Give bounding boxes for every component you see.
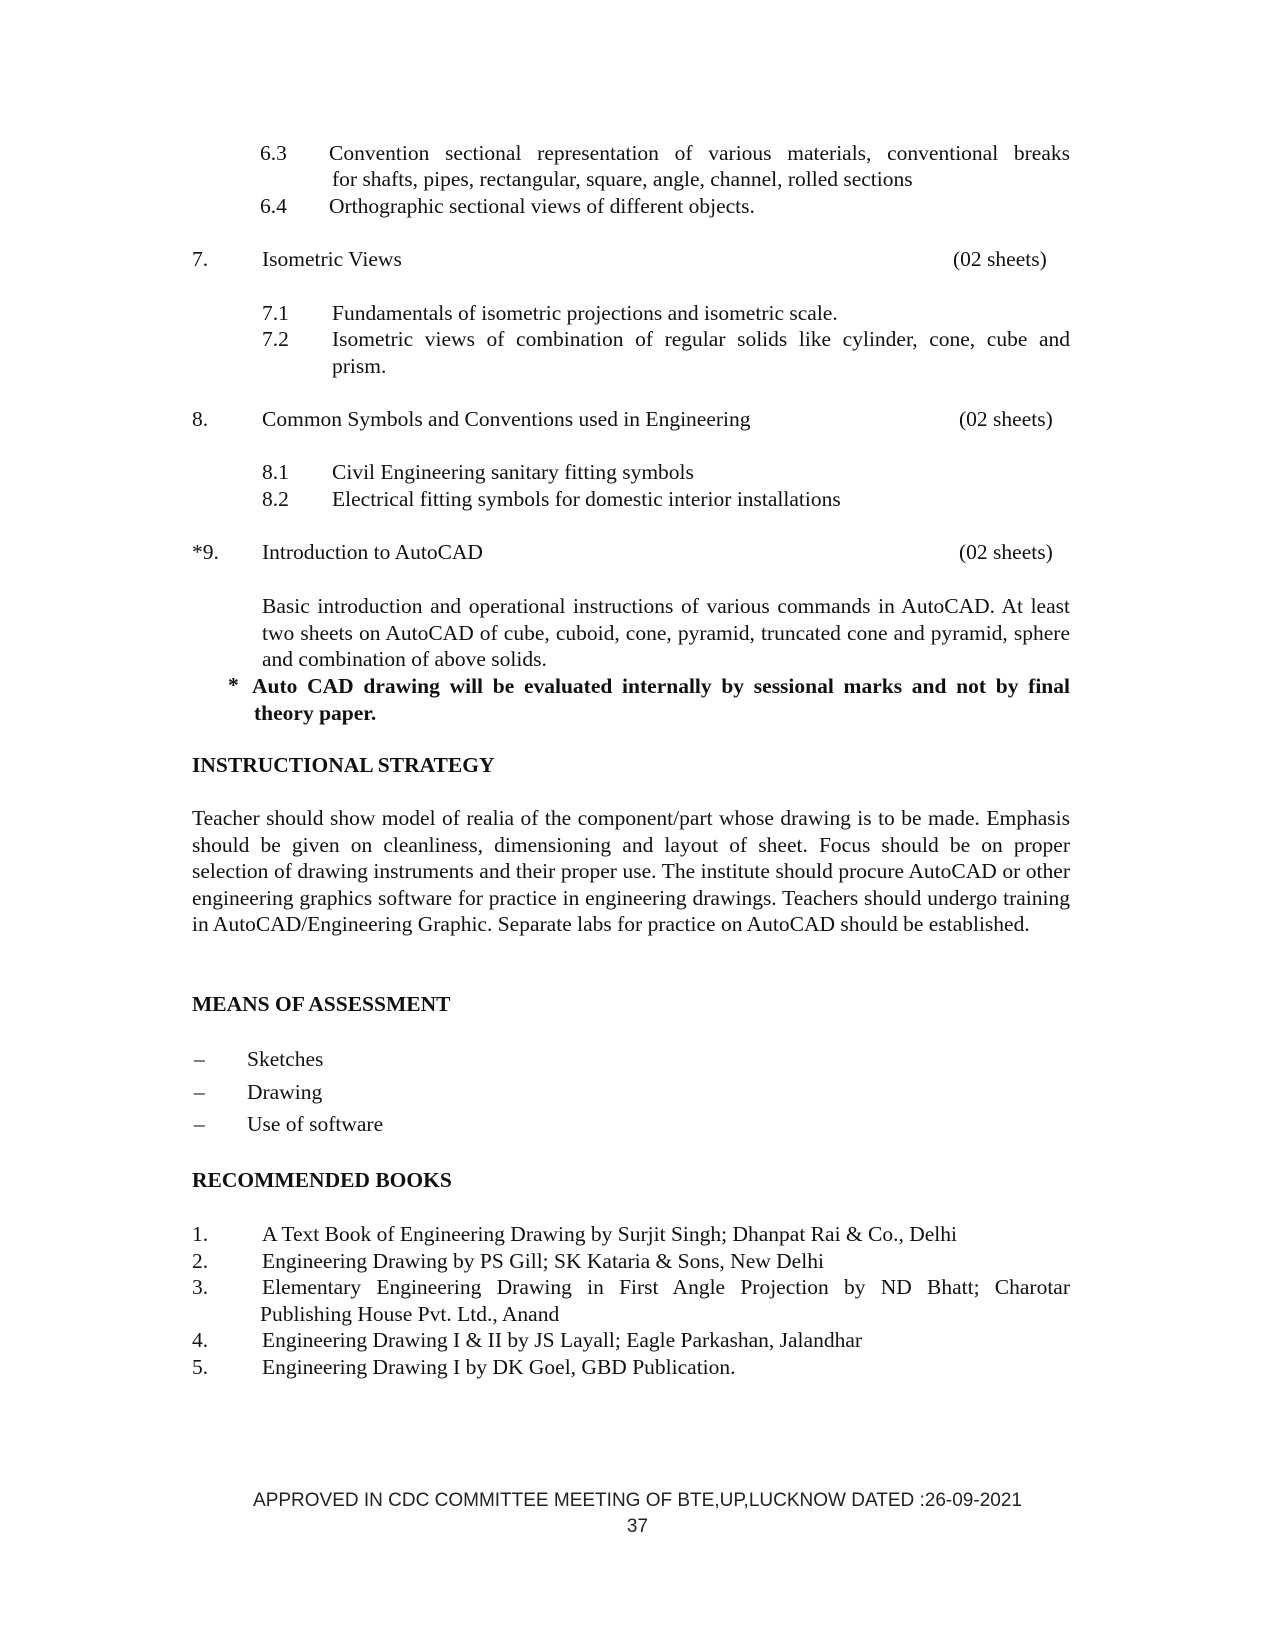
book-number: 5.	[192, 1355, 209, 1379]
autocad-note: Auto CAD drawing will be evaluated internally by sessional marks and not by final theory paper.	[252, 674, 1070, 725]
item-7-2-line2: prism.	[332, 354, 387, 378]
assessment-item: Drawing	[247, 1080, 323, 1104]
book-title-continued: Publishing House Pvt. Ltd., Anand	[260, 1302, 560, 1326]
item-7-2-number: 7.2	[262, 327, 289, 351]
book-title: Engineering Drawing by PS Gill; SK Kataria & Sons, New Delhi	[262, 1249, 824, 1273]
item-6-4-text: Orthographic sectional views of different objects.	[329, 194, 755, 218]
section-7-sheets: (02 sheets)	[953, 247, 1047, 271]
item-6-3-number: 6.3	[260, 141, 287, 165]
section-7-title: Isometric Views	[262, 247, 402, 271]
assessment-item: Sketches	[247, 1047, 324, 1071]
section-9-body: Basic introduction and operational instructions of various commands in AutoCAD. At least two sheets on AutoCAD of cube, cuboid, cone, pyramid, truncated cone and pyramid, sphere and combination of above solids.	[262, 594, 1070, 671]
book-title: Engineering Drawing I by DK Goel, GBD Publication.	[262, 1355, 736, 1379]
section-9-number: *9.	[192, 540, 219, 564]
book-number: 3.	[192, 1275, 209, 1299]
item-7-1-number: 7.1	[262, 301, 289, 325]
item-7-2-line1: Isometric views of combination of regular solids like cylinder, cone, cube and	[332, 327, 1070, 351]
item-7-1-text: Fundamentals of isometric projections and isometric scale.	[332, 301, 838, 325]
book-title: Engineering Drawing I & II by JS Layall; Eagle Parkashan, Jalandhar	[262, 1328, 863, 1352]
assessment-dash: –	[194, 1112, 205, 1136]
section-9-title: Introduction to AutoCAD	[262, 540, 483, 564]
means-of-assessment-heading: MEANS OF ASSESSMENT	[192, 992, 451, 1016]
section-8-title: Common Symbols and Conventions used in Engineering	[262, 407, 751, 431]
page-number: 37	[626, 1516, 649, 1537]
book-title: A Text Book of Engineering Drawing by Surjit Singh; Dhanpat Rai & Co., Delhi	[262, 1222, 957, 1246]
section-7-number: 7.	[192, 247, 209, 271]
recommended-books-heading: RECOMMENDED BOOKS	[192, 1168, 452, 1192]
autocad-note-asterisk: *	[228, 673, 239, 697]
item-8-1-number: 8.1	[262, 460, 289, 484]
item-6-3-line1: Convention sectional representation of various materials, conventional breaks	[329, 141, 1070, 165]
assessment-dash: –	[194, 1047, 205, 1071]
instructional-strategy-heading: INSTRUCTIONAL STRATEGY	[192, 753, 495, 777]
item-8-2-text: Electrical fitting symbols for domestic interior installations	[332, 487, 841, 511]
approval-footer: APPROVED IN CDC COMMITTEE MEETING OF BTE,UP,LUCKNOW DATED :26-09-2021	[253, 1490, 1022, 1511]
book-number: 4.	[192, 1328, 209, 1352]
section-8-number: 8.	[192, 407, 209, 431]
assessment-dash: –	[194, 1080, 205, 1104]
item-8-1-text: Civil Engineering sanitary fitting symbols	[332, 460, 694, 484]
book-title: Elementary Engineering Drawing in First Angle Projection by ND Bhatt; Charotar	[262, 1275, 1070, 1299]
item-8-2-number: 8.2	[262, 487, 289, 511]
section-9-sheets: (02 sheets)	[959, 540, 1053, 564]
section-8-sheets: (02 sheets)	[959, 407, 1053, 431]
assessment-item: Use of software	[247, 1112, 384, 1136]
item-6-3-line2: for shafts, pipes, rectangular, square, angle, channel, rolled sections	[332, 167, 913, 191]
instructional-strategy-body: Teacher should show model of realia of the component/part whose drawing is to be made. Emphasis should be given on cleanliness, dimensioning and layout of sheet. Focus should be on proper selection of drawing instruments and their proper use. The institute should procure AutoCAD or other engineering graphics software for practice in engineering drawings. Teachers should undergo training in AutoCAD/Engineering Graphic. Separate labs for practice on AutoCAD should be established.	[192, 806, 1070, 936]
item-6-4-number: 6.4	[260, 194, 287, 218]
book-number: 1.	[192, 1222, 209, 1246]
book-number: 2.	[192, 1249, 209, 1273]
